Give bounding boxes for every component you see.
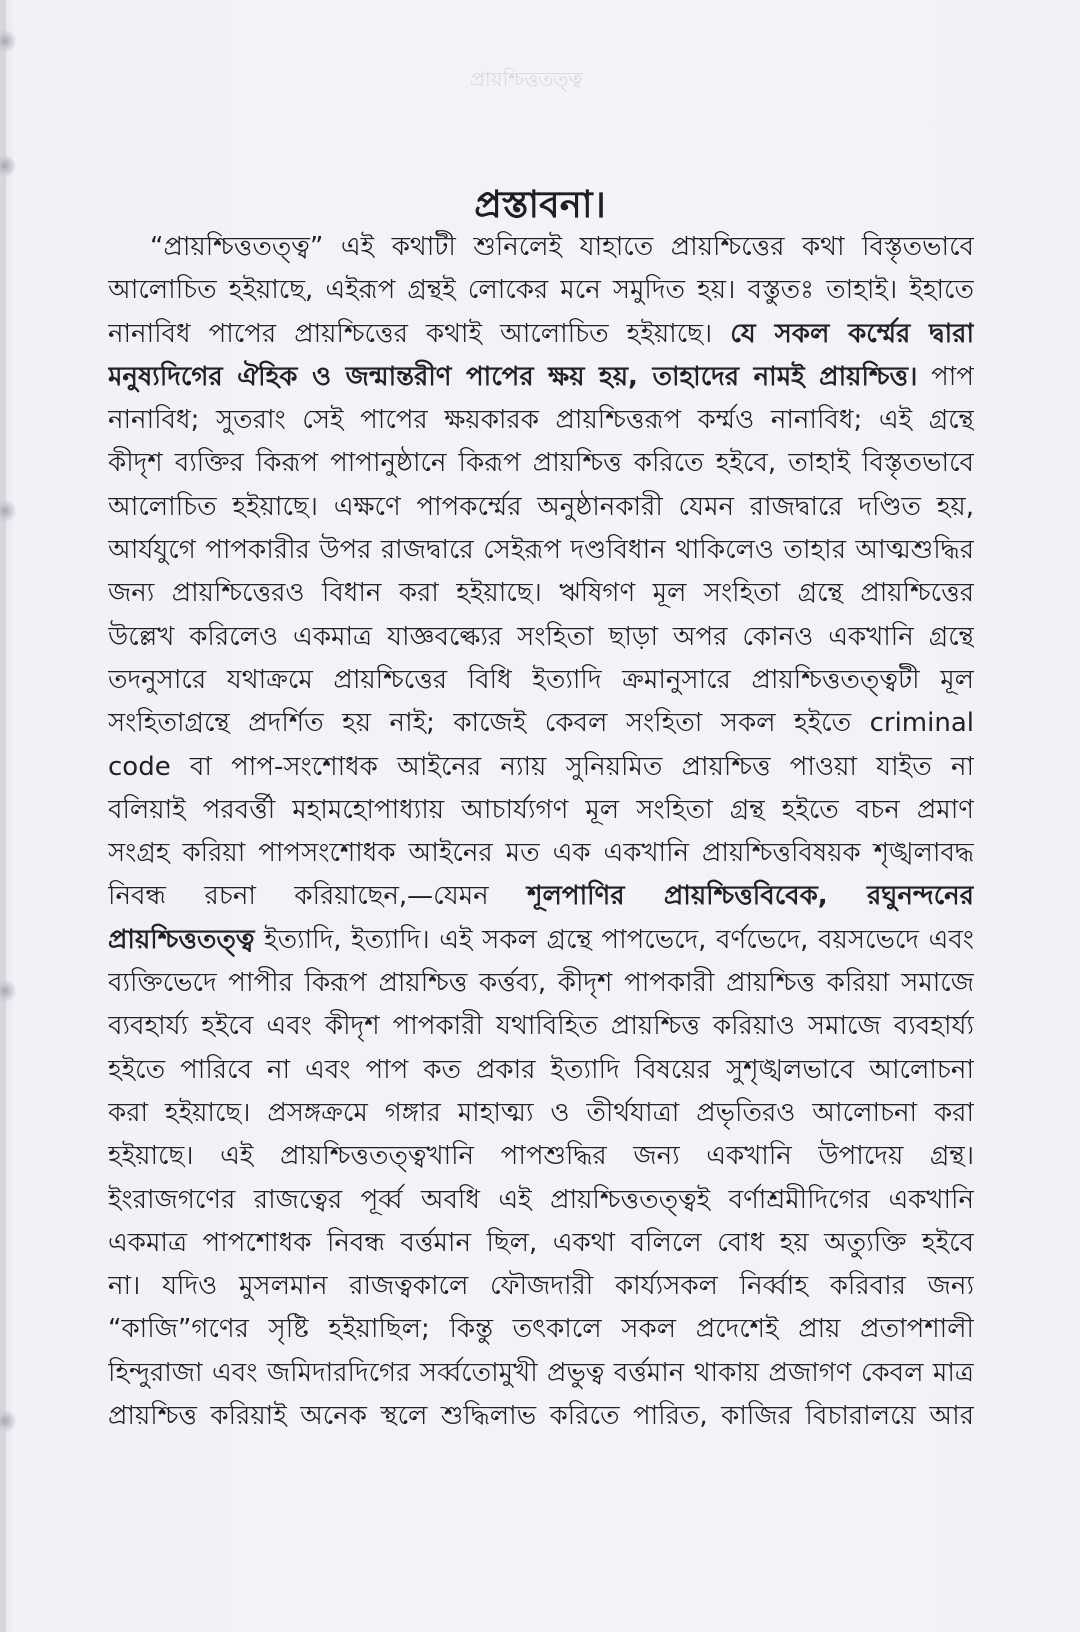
text-line (108, 1352, 974, 1395)
text-line (108, 226, 974, 269)
text-line (108, 1005, 974, 1048)
text-segment: ইত্যাদি, ইত্যাদি। এই সকল গ্রন্থে পাপভেদে, বর্ণভেদে, বয়সভেদে এবং (254, 924, 974, 955)
text-segment: “প্রায়শ্চিত্ততত্ত্ব” এই কথাটী শুনিলেই যাহাতে প্রায়শ্চিত্তের কথা বিস্তৃতভাবে (150, 232, 974, 262)
text-line (108, 832, 974, 875)
text-segment: জন্য প্রায়শ্চিত্তেরও বিধান করা হইয়াছে। ঋষিগণ মূল সংহিতা গ্রন্থে প্রায়শ্চিত্তের (108, 578, 974, 609)
text-segment: হইতে পারিবে না এবং পাপ কত প্রকার ইত্যাদি বিষয়ের সুশৃঙ্খলভাবে আলোচনা (108, 1054, 974, 1085)
text-line (108, 572, 974, 615)
text-segment: পাপ (917, 361, 974, 392)
text-segment: ইংরাজগণের রাজত্বের পূর্ব্ব অবধি এই প্রায়শ্চিত্ততত্ত্বই বর্ণাশ্রমীদিগের একখানি (108, 1184, 974, 1215)
text-segment: একমাত্র পাপশোধক নিবন্ধ বর্ত্তমান ছিল, একথা বলিলে বোধ হয় অত্যুক্তি হইবে (108, 1227, 974, 1258)
binding-hole (0, 1410, 16, 1432)
text-segment: সংগ্রহ করিয়া পাপসংশোধক আইনের মত এক একখানি প্রায়শ্চিত্তবিষয়ক শৃঙ্খলাবদ্ধ (108, 838, 974, 869)
text-line (108, 486, 974, 529)
text-line (108, 1135, 974, 1178)
bold-text-segment: শূলপাণির প্রায়শ্চিত্তবিবেক, রঘুনন্দনের (527, 881, 974, 912)
text-segment: আলোচিত হইয়াছে, এইরূপ গ্রন্থই লোকের মনে সমুদিত হয়। বস্তুতঃ তাহাই। ইহাতে (108, 275, 974, 306)
text-segment: কীদৃশ ব্যক্তির কিরূপ পাপানুষ্ঠানে কিরূপ প্রায়শ্চিত্ত করিতে হইবে, তাহাই বিস্তৃতভাবে (108, 448, 974, 479)
text-line (108, 356, 974, 399)
text-segment: ব্যবহার্য্য হইবে এবং কীদৃশ পাপকারী যথাবিহিত প্রায়শ্চিত্ত করিয়াও সমাজে ব্যবহার্য্য (108, 1011, 974, 1042)
bleed-through-header: প্রায়শ্চিত্ততত্ত্ব (470, 67, 583, 91)
text-segment: না। যদিও মুসলমান রাজত্বকালে ফৌজদারী কার্য্যসকল নির্ব্বাহ করিবার জন্য (108, 1271, 974, 1302)
binding-hole (0, 500, 16, 522)
text-segment: ব্যক্তিভেদে পাপীর কিরূপ প্রায়শ্চিত্ত কর্ত্তব্য, কীদৃশ পাপকারী প্রায়শ্চিত্ত করিয়া সমাজে (108, 968, 974, 999)
text-line (108, 746, 974, 789)
binding-hole (0, 155, 16, 177)
text-segment: হইয়াছে। এই প্রায়শ্চিত্ততত্ত্বখানি পাপশুদ্ধির জন্য একখানি উপাদেয় গ্রন্থ। (108, 1141, 974, 1172)
text-line (108, 616, 974, 659)
binding-hole (0, 30, 16, 52)
text-line (108, 875, 974, 918)
text-segment: হিন্দুরাজা এবং জমিদারদিগের সর্ব্বতোমুখী প্রভুত্ব বর্ত্তমান থাকায় প্রজাগণ কেবল মাত্র (108, 1357, 974, 1388)
text-segment: “কাজি”গণের সৃষ্টি হইয়াছিল; কিন্তু তৎকালে সকল প্রদেশেই প্রায় প্রতাপশালী (108, 1314, 974, 1345)
bold-text-segment: মনুষ্যদিগের ঐহিক ও জন্মান্তরীণ পাপের ক্ষয় হয়, তাহাদের নামই প্রায়শ্চিত্ত। (108, 361, 918, 392)
text-line (108, 919, 974, 962)
text-line (108, 399, 974, 442)
text-line (108, 442, 974, 485)
text-segment: নানাবিধ পাপের প্রায়শ্চিত্তের কথাই আলোচিত হইয়াছে। (108, 318, 731, 349)
text-segment: আর্যযুগে পাপকারীর উপর রাজদ্বারে সেইরূপ দণ্ডবিধান থাকিলেও তাহার আত্মশুদ্ধির (108, 535, 974, 566)
text-segment: code বা পাপ-সংশোধক আইনের ন্যায় সুনিয়মিত প্রায়শ্চিত্ত পাওয়া যাইত না (108, 751, 974, 782)
text-segment: বলিয়াই পরবর্ত্তী মহামহোপাধ্যায় আচার্য্যগণ মূল সংহিতা গ্রন্থ হইতে বচন প্রমাণ (108, 794, 974, 825)
text-segment: সংহিতাগ্রন্থে প্রদর্শিত হয় নাই; কাজেই কেবল সংহিতা সকল হইতে criminal (108, 708, 974, 739)
text-line (108, 962, 974, 1005)
text-segment: করা হইয়াছে। প্রসঙ্গক্রমে গঙ্গার মাহাত্ম্য ও তীর্থযাত্রা প্রভৃতিরও আলোচনা করা (108, 1097, 974, 1128)
text-line (108, 1049, 974, 1092)
text-line (108, 1395, 974, 1438)
body-paragraph (108, 226, 974, 1438)
text-segment: তদনুসারে যথাক্রমে প্রায়শ্চিত্তের বিধি ইত্যাদি ক্রমানুসারে প্রায়শ্চিত্ততত্ত্বটী মূল (108, 664, 974, 695)
text-segment: উল্লেখ করিলেও একমাত্র যাজ্ঞবল্ক্যের সংহিতা ছাড়া অপর কোনও একখানি গ্রন্থে (108, 621, 974, 652)
text-line (108, 269, 974, 312)
binding-hole (0, 980, 16, 1002)
text-line (108, 1265, 974, 1308)
text-segment: নিবন্ধ রচনা করিয়াছেন,—যেমন (108, 881, 528, 912)
text-line (108, 1179, 974, 1222)
text-segment: প্রায়শ্চিত্ত করিয়াই অনেক স্থলে শুদ্ধিলাভ করিতে পারিত, কাজির বিচারালয়ে আর (108, 1401, 974, 1432)
text-line (108, 313, 974, 356)
bold-text-segment: যে সকল কর্ম্মের দ্বারা (730, 318, 974, 349)
page-title: প্রস্তাবনা। (474, 182, 606, 226)
text-line (108, 1308, 974, 1351)
bold-text-segment: প্রায়শ্চিত্ততত্ত্ব (108, 924, 255, 955)
text-line (108, 702, 974, 745)
text-segment: আলোচিত হইয়াছে। এক্ষণে পাপকর্ম্মের অনুষ্ঠানকারী যেমন রাজদ্বারে দণ্ডিত হয়, (108, 491, 974, 522)
text-line (108, 789, 974, 832)
binding-edge (0, 0, 6, 1632)
text-line (108, 659, 974, 702)
text-segment: নানাবিধ; সুতরাং সেই পাপের ক্ষয়কারক প্রায়শ্চিত্তরূপ কর্ম্মও নানাবিধ; এই গ্রন্থে (108, 405, 974, 436)
text-line (108, 529, 974, 572)
text-line (108, 1222, 974, 1265)
text-line (108, 1092, 974, 1135)
